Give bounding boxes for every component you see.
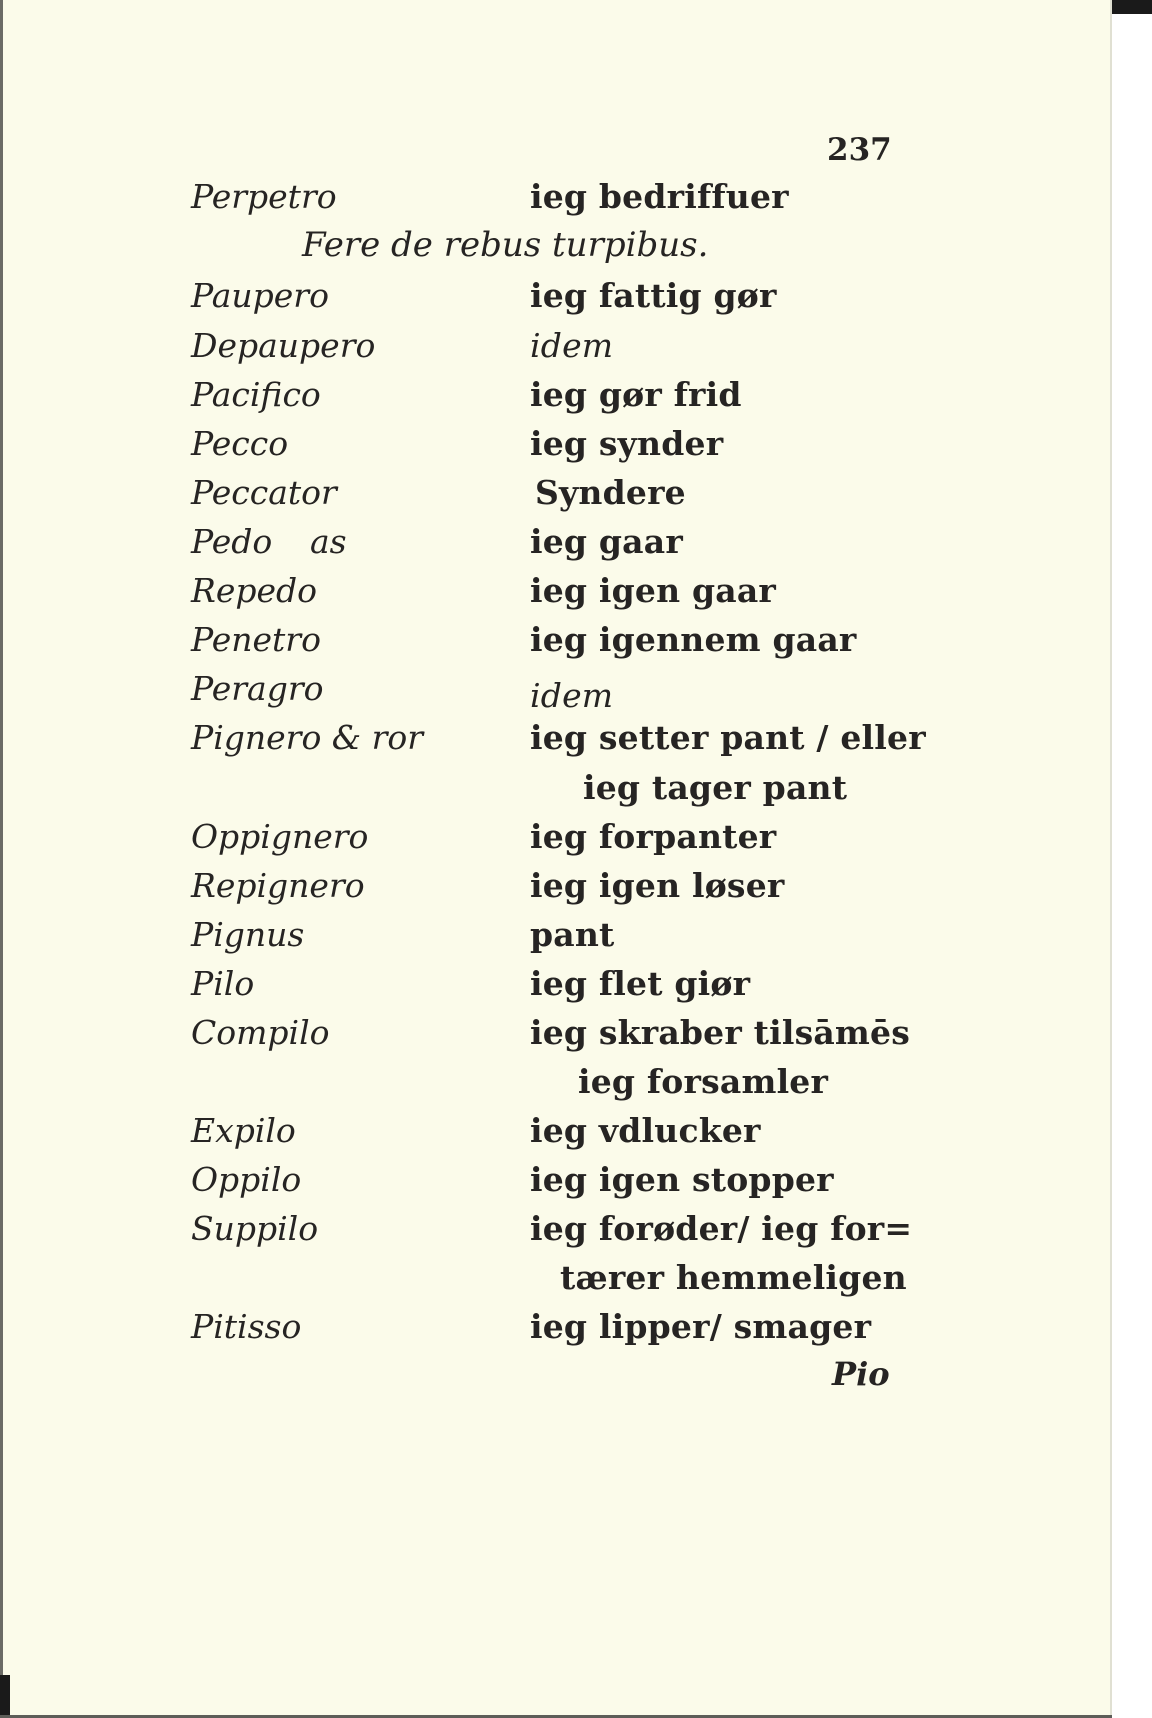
danish-term-pignus: pant: [530, 915, 615, 954]
latin-term-pitisso: Pitisso: [191, 1307, 302, 1346]
danish-term-pilo: ieg flet giør: [530, 964, 751, 1003]
latin-term-compilo: Compilo: [191, 1013, 330, 1052]
latin-term-perpetro: Perpetro: [191, 177, 337, 216]
latin-term-peccator: Peccator: [191, 473, 337, 512]
danish-term-expilo: ieg vdlucker: [530, 1111, 761, 1150]
latin-term-oppilo: Oppilo: [191, 1160, 302, 1199]
danish-term-oppignero: ieg forpanter: [530, 817, 777, 856]
page-left-edge: [0, 0, 3, 1718]
latin-term-suppilo: Suppilo: [191, 1209, 319, 1248]
latin-term-expilo: Expilo: [191, 1111, 296, 1150]
danish-term-depaupero: idem: [530, 326, 614, 365]
danish-term-pignero: ieg setter pant / eller: [530, 718, 926, 757]
latin-term-oppignero: Oppignero: [191, 817, 369, 856]
latin-suffix-pedo: as: [310, 522, 347, 561]
latin-term-pignero: Pignero & ror: [191, 718, 424, 757]
scan-corner-bar: [1112, 0, 1152, 14]
latin-term-penetro: Penetro: [191, 620, 321, 659]
page-number: 237: [827, 132, 892, 168]
latin-term-paupero: Paupero: [191, 276, 329, 315]
scan-margin: [1112, 0, 1152, 1718]
scan-mark: [0, 1675, 10, 1715]
latin-term-repignero: Repignero: [191, 866, 365, 905]
danish-term-oppilo: ieg igen stopper: [530, 1160, 834, 1199]
danish-term-pitisso: ieg lipper/ smager: [530, 1307, 872, 1346]
danish-term-repedo: ieg igen gaar: [530, 571, 777, 610]
danish-term-pacifico: ieg gør frid: [530, 375, 742, 414]
latin-term-pignus: Pignus: [191, 915, 305, 954]
danish-term-peccator: Syndere: [535, 473, 686, 512]
latin-term-repedo: Repedo: [191, 571, 318, 610]
danish-term-pedo: ieg gaar: [530, 522, 683, 561]
danish-continuation-compilo: ieg forsamler: [578, 1062, 829, 1101]
section-heading: Fere de rebus turpibus.: [302, 225, 709, 265]
danish-term-suppilo: ieg forøder/ ieg for=: [530, 1209, 913, 1248]
catchword: Pio: [832, 1355, 890, 1393]
danish-term-compilo: ieg skraber tilsāmēs: [530, 1013, 911, 1052]
danish-continuation-suppilo: tærer hemmeligen: [560, 1258, 907, 1297]
danish-term-pecco: ieg synder: [530, 424, 724, 463]
danish-term-peragro: idem: [530, 676, 614, 715]
danish-term-penetro: ieg igennem gaar: [530, 620, 857, 659]
danish-term-paupero: ieg fattig gør: [530, 276, 777, 315]
latin-term-peragro: Peragro: [191, 669, 324, 708]
danish-continuation-pignero: ieg tager pant: [583, 768, 848, 807]
latin-term-pacifico: Pacifico: [191, 375, 321, 414]
latin-term-pedo: Pedo: [191, 522, 273, 561]
latin-term-depaupero: Depaupero: [191, 326, 376, 365]
danish-term-perpetro: ieg bedriffuer: [530, 177, 789, 216]
danish-term-repignero: ieg igen løser: [530, 866, 785, 905]
latin-term-pecco: Pecco: [191, 424, 289, 463]
latin-term-pilo: Pilo: [191, 964, 255, 1003]
